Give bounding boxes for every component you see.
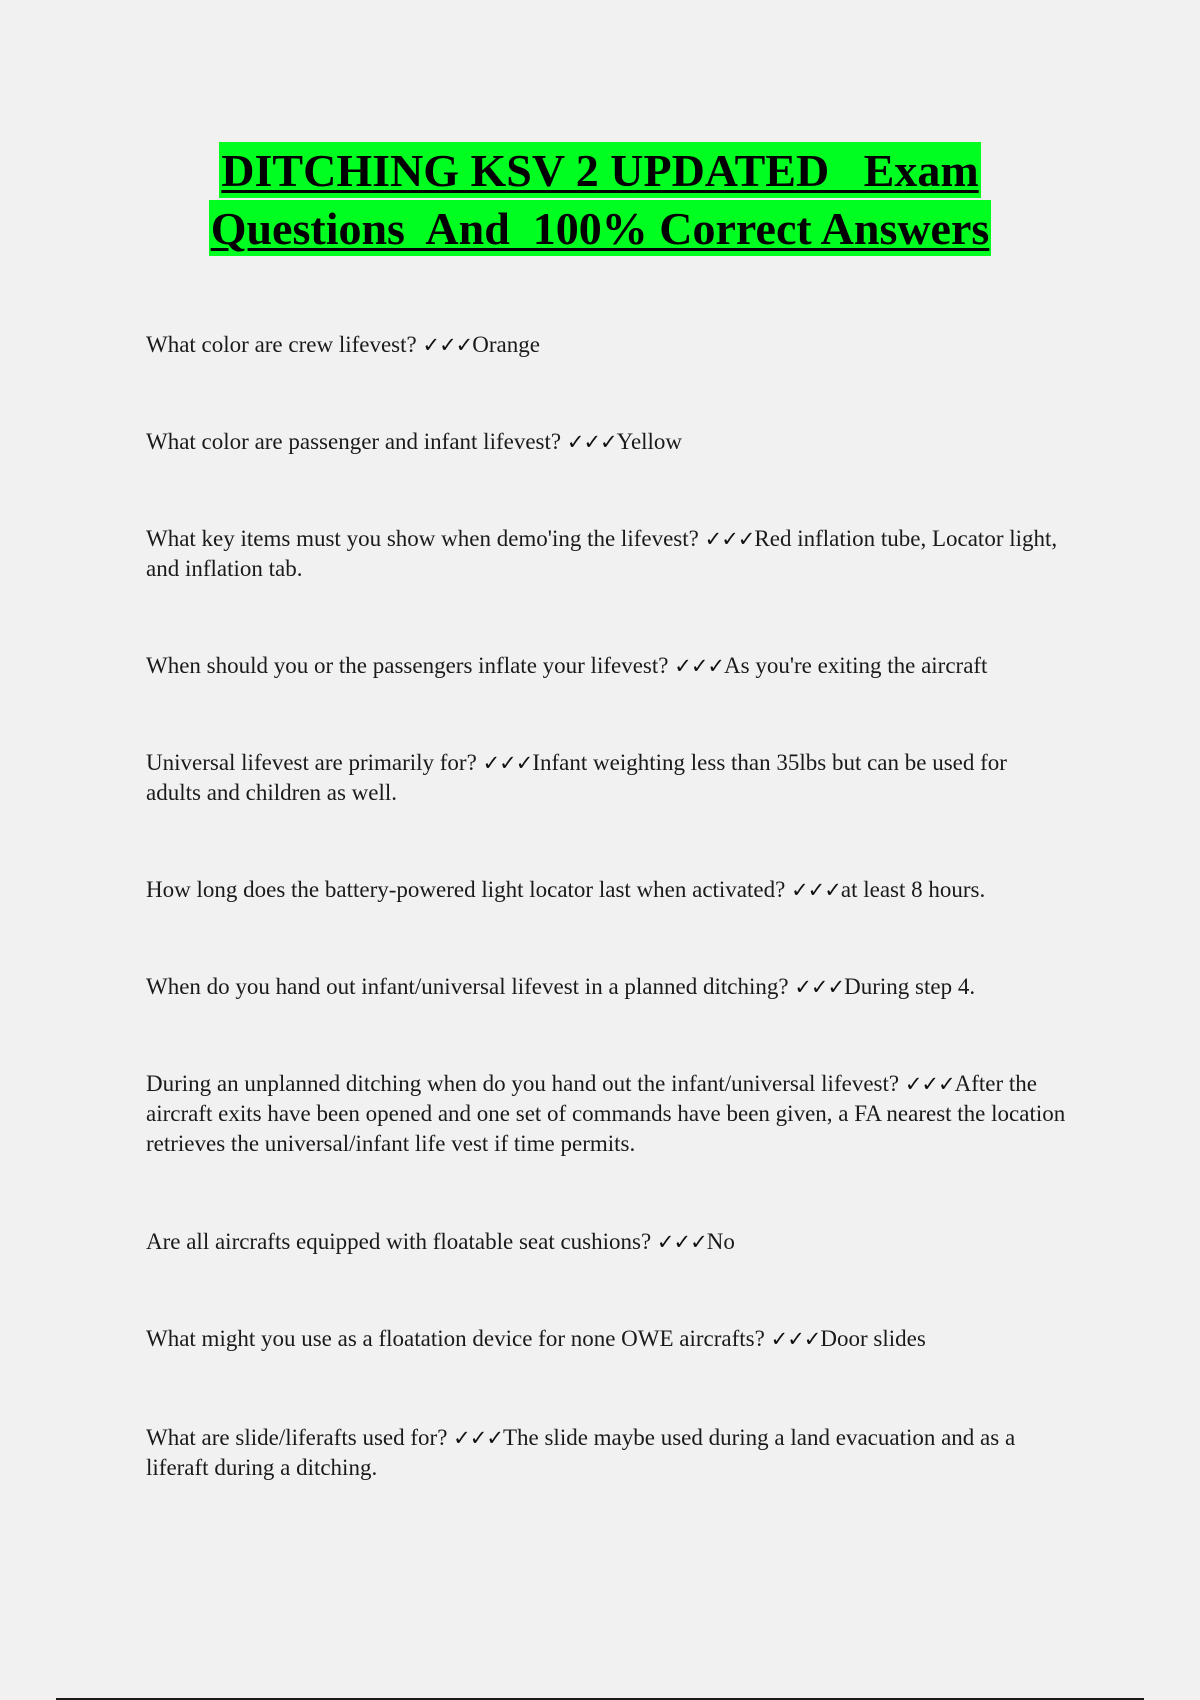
qa-item [146,330,1066,360]
check-mark-icon: ✓✓✓ [566,430,617,454]
qa-item [146,1227,1066,1257]
answer-text: No [706,1229,735,1254]
check-mark-icon: ✓✓✓ [904,1072,955,1096]
check-mark-icon: ✓✓✓ [482,751,533,775]
check-mark-icon: ✓✓✓ [791,878,841,902]
qa-item [146,1069,1066,1159]
question-text: What color are crew lifevest? [146,332,417,357]
answer-text: The slide maybe used during a land evacuation and as a liferaft during a ditching. [146,1425,1016,1480]
question-text: During an unplanned ditching when do you hand out the infant/universal lifevest? [146,1071,900,1096]
check-mark-icon: ✓✓✓ [656,1230,707,1254]
qa-item [146,748,1066,808]
answer-text: As you're exiting the aircraft [724,653,988,678]
question-text: What are slide/liferafts used for? [146,1425,448,1450]
question-text: When should you or the passengers inflate your lifevest? [146,653,669,678]
qa-item [146,524,1066,584]
answer-text: Red inflation tube, Locator light, and inflation tab. [146,526,1058,581]
qa-item [146,427,1066,457]
answer-text: After the aircraft exits have been opened and one set of commands have been given, a FA nearest the location retrieves the universal/infant life vest if time permits. [146,1071,1066,1156]
check-mark-icon: ✓✓✓ [704,527,755,551]
question-text: What might you use as a floatation device for none OWE aircrafts? [146,1326,765,1351]
question-text: What key items must you show when demo'ing the lifevest? [146,526,699,551]
question-text: When do you hand out infant/universal lifevest in a planned ditching? [146,974,789,999]
check-mark-icon: ✓✓✓ [453,1426,503,1450]
document-title [0,142,1200,256]
qa-item [146,875,1066,905]
check-mark-icon: ✓✓✓ [674,654,725,678]
answer-text: Door slides [820,1326,926,1351]
title-line-1: DITCHING KSV 2 UPDATED Exam [219,142,980,198]
answer-text: Yellow [616,429,683,454]
answer-text: Infant weighting less than 35lbs but can be used for adults and children as well. [146,750,1007,805]
qa-item [146,651,1066,681]
qa-item [146,972,1066,1002]
answer-text: During step 4. [844,974,976,999]
check-mark-icon: ✓✓✓ [422,333,473,357]
question-text: How long does the battery-powered light locator last when activated? [146,877,786,902]
title-line-2: Questions And 100% Correct Answers [209,200,992,256]
answer-text: at least 8 hours. [840,877,986,902]
qa-item [146,1324,1066,1354]
question-text: Are all aircrafts equipped with floatable seat cushions? [146,1229,652,1254]
check-mark-icon: ✓✓✓ [770,1327,821,1351]
qa-item [146,1423,1066,1483]
question-text: What color are passenger and infant lifevest? [146,429,562,454]
answer-text: Orange [472,332,540,357]
question-text: Universal lifevest are primarily for? [146,750,477,775]
check-mark-icon: ✓✓✓ [794,975,845,999]
